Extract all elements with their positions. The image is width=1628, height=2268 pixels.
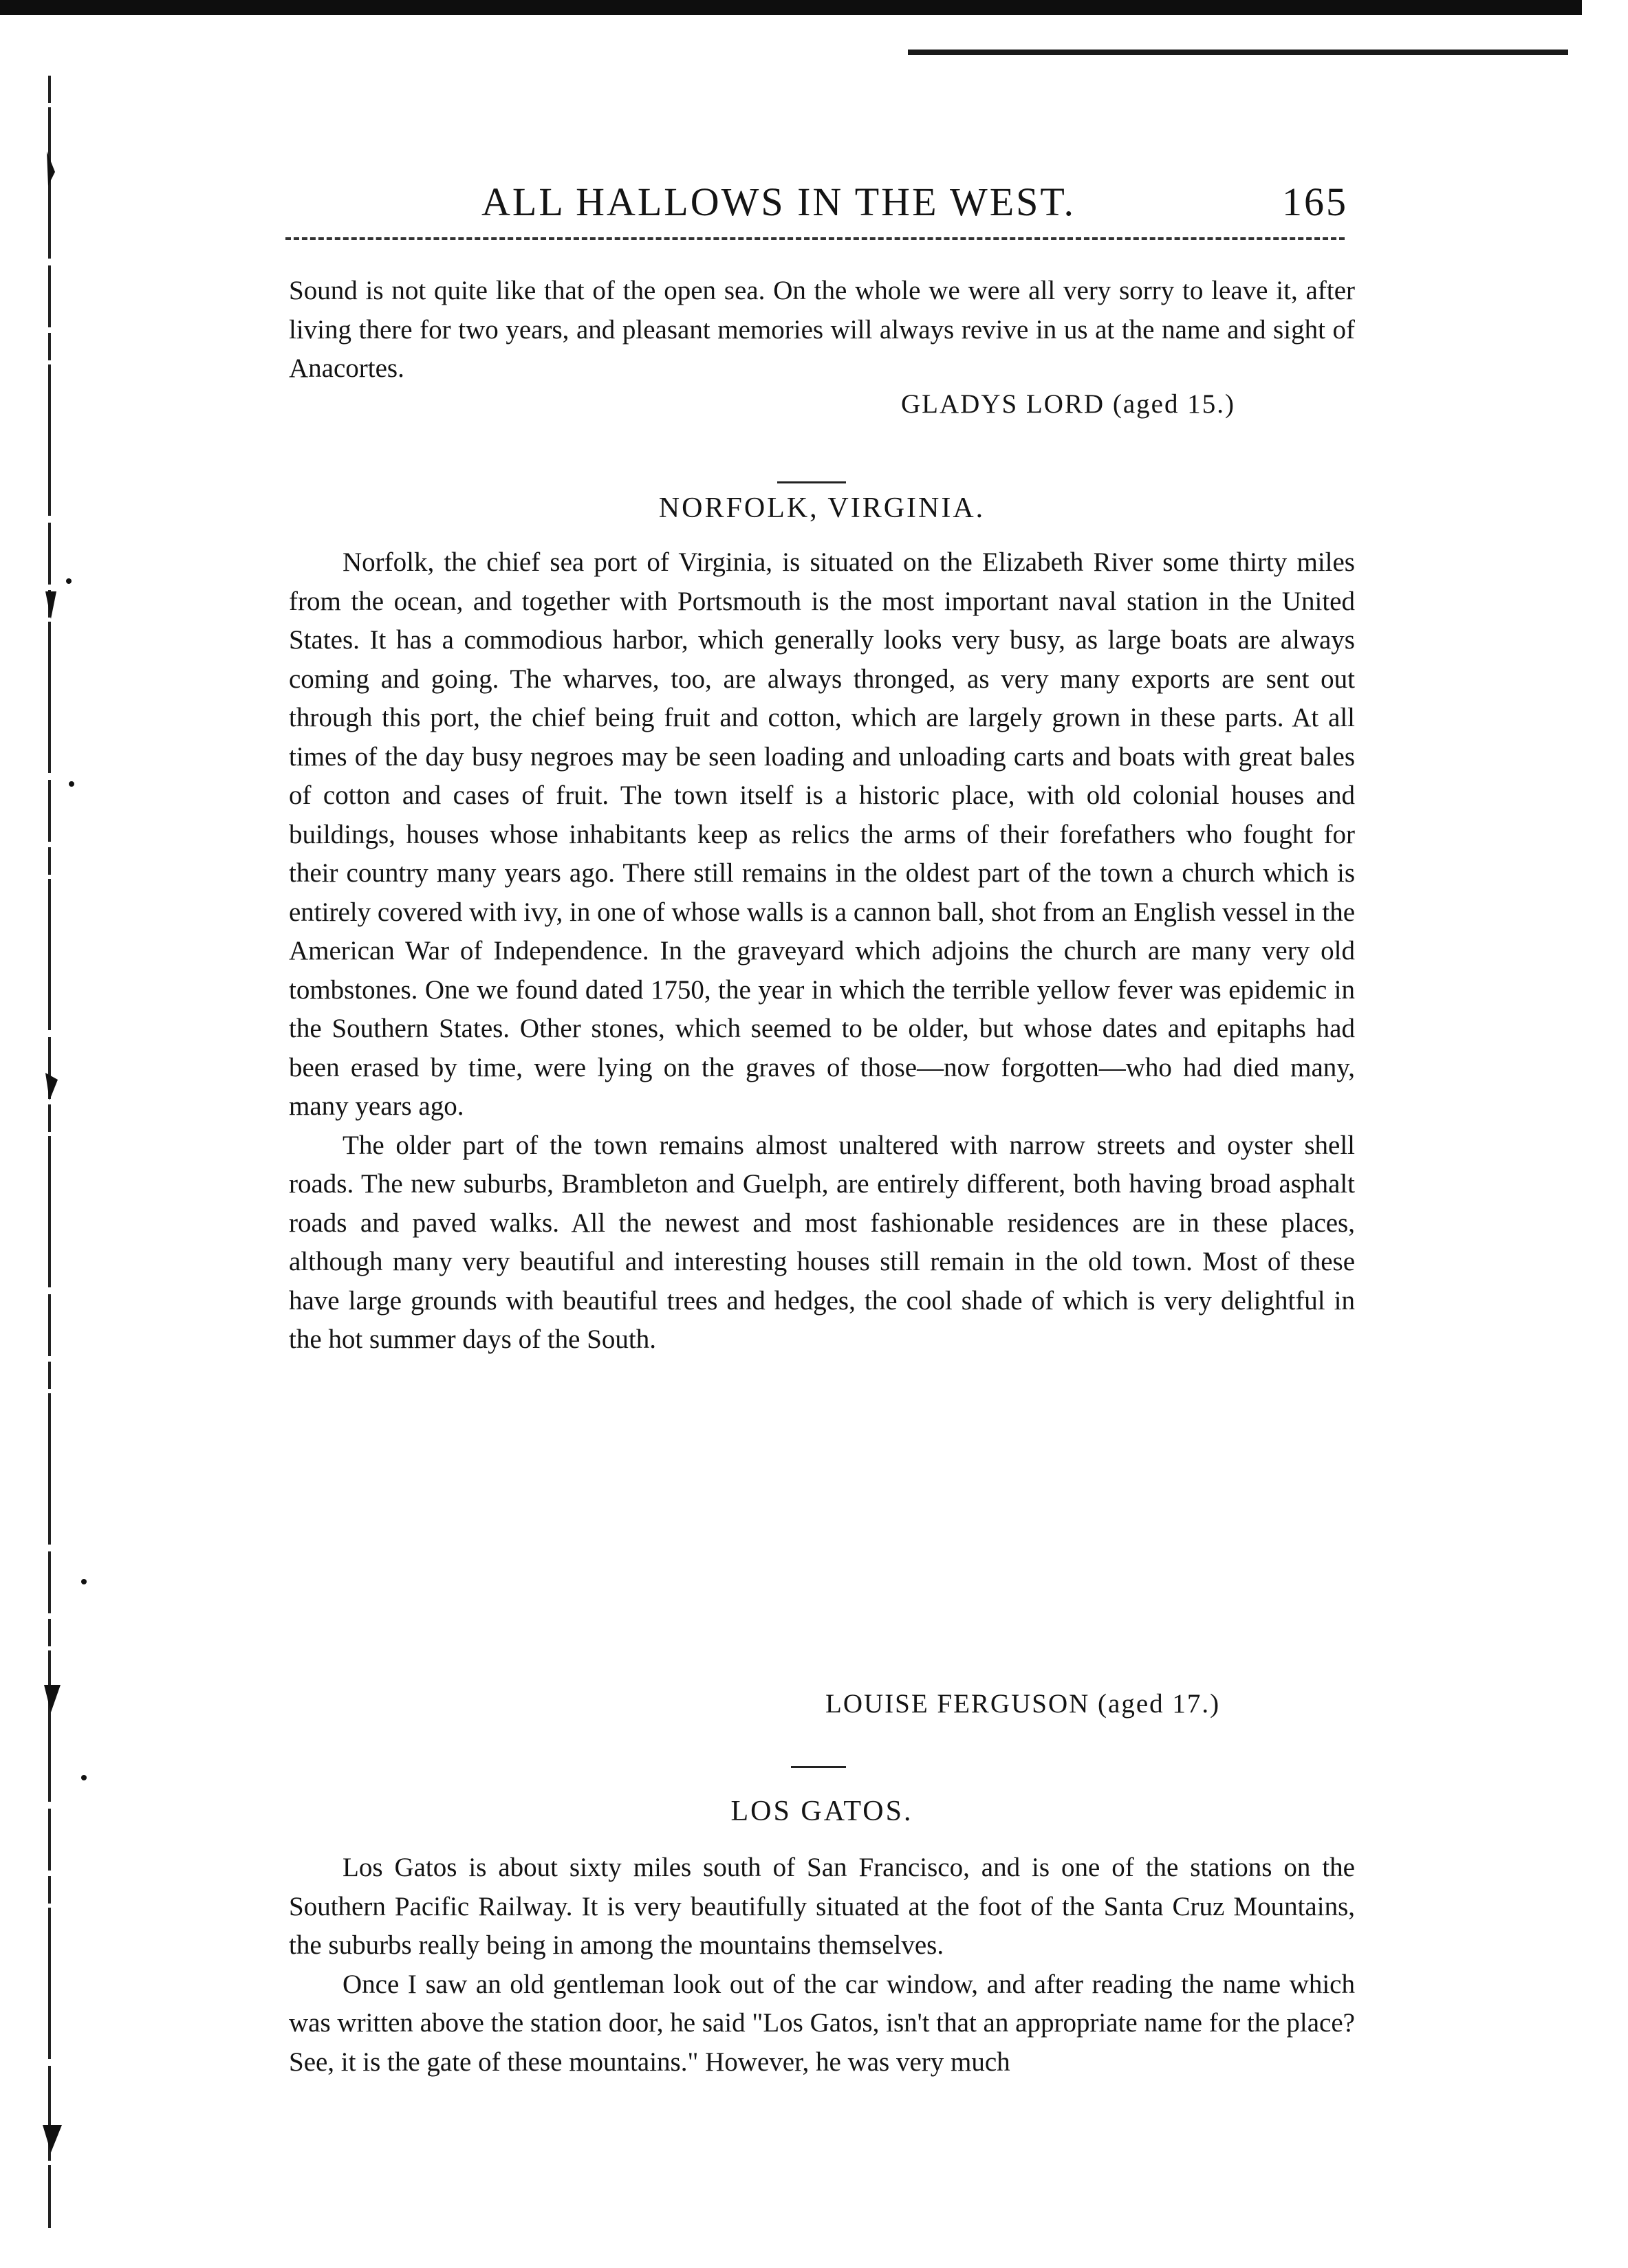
running-title: ALL HALLOWS IN THE WEST. xyxy=(481,179,1076,224)
los-gatos-title: LOS GATOS. xyxy=(730,1796,913,1827)
section-separator xyxy=(777,481,846,483)
norfolk-paragraph-2: The older part of the town remains almost unaltered with narrow streets and oyster shell roads. The new suburbs, Brambleton and Guelph, are entirely different, both having broad asphalt roads and paved walks. All the newest and most fashionable residences are in these places, although many very beautiful and interesting houses still remain in the old town. Most of these have large grounds with beautiful trees and hedges, the cool shade of which is very delightful in the hot summer days of the South. xyxy=(289,1130,1355,1354)
page-number: 165 xyxy=(1282,179,1348,224)
top-rule xyxy=(0,0,1582,15)
running-head xyxy=(440,172,1362,234)
anacortes-paragraph: Sound is not quite like that of the open sea. On the whole we were all very sorry to leave it, after living there for two years, and pleasant memories will always revive in us at the name and sight of Anacortes. xyxy=(289,276,1355,383)
norfolk-title: NORFOLK, VIRGINIA. xyxy=(658,492,986,524)
los-gatos-text-block xyxy=(289,1849,1355,2082)
top-rule-thin xyxy=(908,50,1568,55)
norfolk-signature: LOUISE FERGUSON (aged 17.) xyxy=(825,1689,1221,1719)
los-gatos-paragraph-1: Los Gatos is about sixty miles south of San Francisco, and is one of the stations on the Southern Pacific Railway. It is very beautifully situated at the foot of the Santa Cruz Mountains, the suburbs really being in among the mountains themselves. xyxy=(289,1853,1355,1960)
los-gatos-paragraph-2: Once I saw an old gentleman look out of the car window, and after reading the name which was written above the station door, he said "Los Gatos, isn't that an appropriate name for the place? See, it is the gate of these mountains." However, he was very much xyxy=(289,1969,1355,2077)
norfolk-text-block xyxy=(289,543,1355,1360)
section-separator xyxy=(791,1766,846,1768)
norfolk-paragraph-1: Norfolk, the chief sea port of Virginia, is situated on the Elizabeth River some thirty miles from the ocean, and together with Portsmouth is the most important naval station in the United States. It has a commodious harbor, which generally looks very busy, as large boats are always coming and going. The wharves, too, are always thronged, as very many exports are sent out through this port, the chief being fruit and cotton, which are largely grown in these parts. At all times of the day busy negroes may be seen loading and unloading carts and boats with great bales of cotton and cases of fruit. The town itself is a historic place, with old colonial houses and buildings, houses whose inhabitants keep as relics the arms of their forefathers who fought for their country many years ago. There still remains in the oldest part of the town a church which is entirely covered with ivy, in one of whose walls is a cannon ball, shot from an English vessel in the American War of Independence. In the graveyard which adjoins the church are many very old tombstones. One we found dated 1750, the year in which the terrible yellow fever was epidemic in the Southern States. Other stones, which seemed to be older, but whose dates and epitaphs had been erased by time, were lying on the graves of those—now forgotten—who had died many, many years ago. xyxy=(289,547,1355,1121)
anacortes-text-block xyxy=(289,272,1355,389)
anacortes-signature: GLADYS LORD (aged 15.) xyxy=(901,389,1235,419)
header-rule xyxy=(285,237,1345,240)
binding-margin-marks xyxy=(41,69,103,2235)
